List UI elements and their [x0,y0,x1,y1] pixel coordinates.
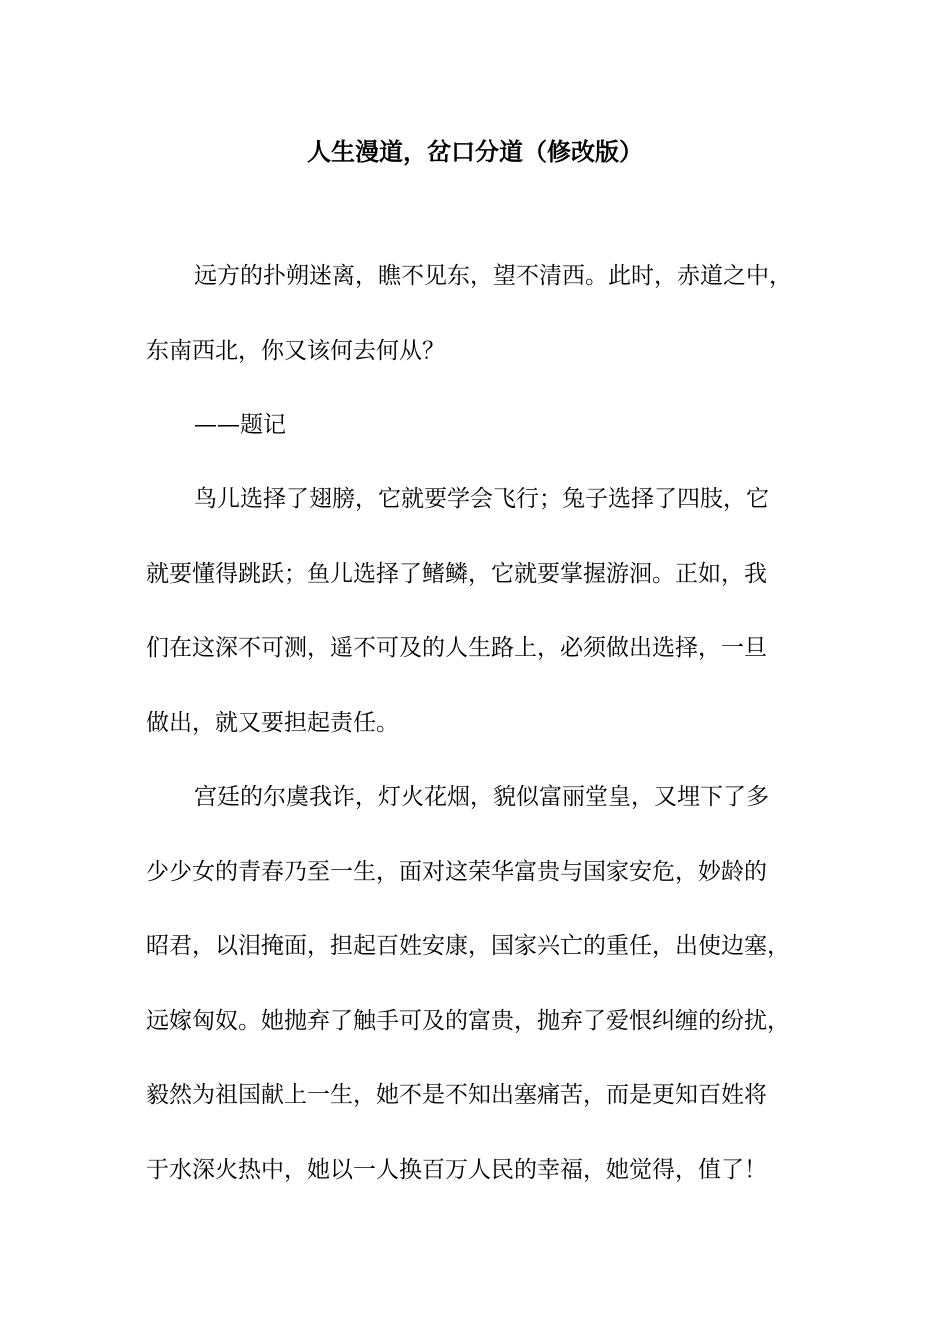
paragraph-line: 少少女的青春乃至一生，面对这荣华富贵与国家安危，妙龄的 [146,859,767,885]
paragraph-line: 鸟儿选择了翅膀，它就要学会飞行；兔子选择了四肢，它 [194,486,769,512]
paragraph-line: 宫廷的尔虞我诈，灯火花烟，貌似富丽堂皇，又埋下了多 [194,784,769,810]
paragraph-line: 昭君，以泪掩面，担起百姓安康，国家兴亡的重任，出使边塞， [146,933,790,959]
paragraph-line: 于水深火热中，她以一人换百万人民的幸福，她觉得，值了！ [146,1157,767,1183]
paragraph-line: 们在这深不可测，遥不可及的人生路上，必须做出选择，一旦 [146,635,767,661]
paragraph-line: 远方的扑朔迷离，瞧不见东，望不清西。此时，赤道之中， [194,263,792,289]
epigraph-attribution: ——题记 [194,412,286,438]
paragraph-line: 远嫁匈奴。她抛弃了触手可及的富贵，抛弃了爱恨纠缠的纷扰， [146,1008,790,1034]
paragraph-line: 就要懂得跳跃；鱼儿选择了鳍鳞，它就要掌握游洄。正如，我 [146,561,767,587]
paragraph-line: 东南西北，你又该何去何从？ [146,338,445,364]
document-title: 人生漫道，岔口分道（修改版） [307,137,643,166]
paragraph-line: 毅然为祖国献上一生，她不是不知出塞痛苦，而是更知百姓将 [146,1082,767,1108]
paragraph-line: 做出，就又要担起责任。 [146,710,399,736]
